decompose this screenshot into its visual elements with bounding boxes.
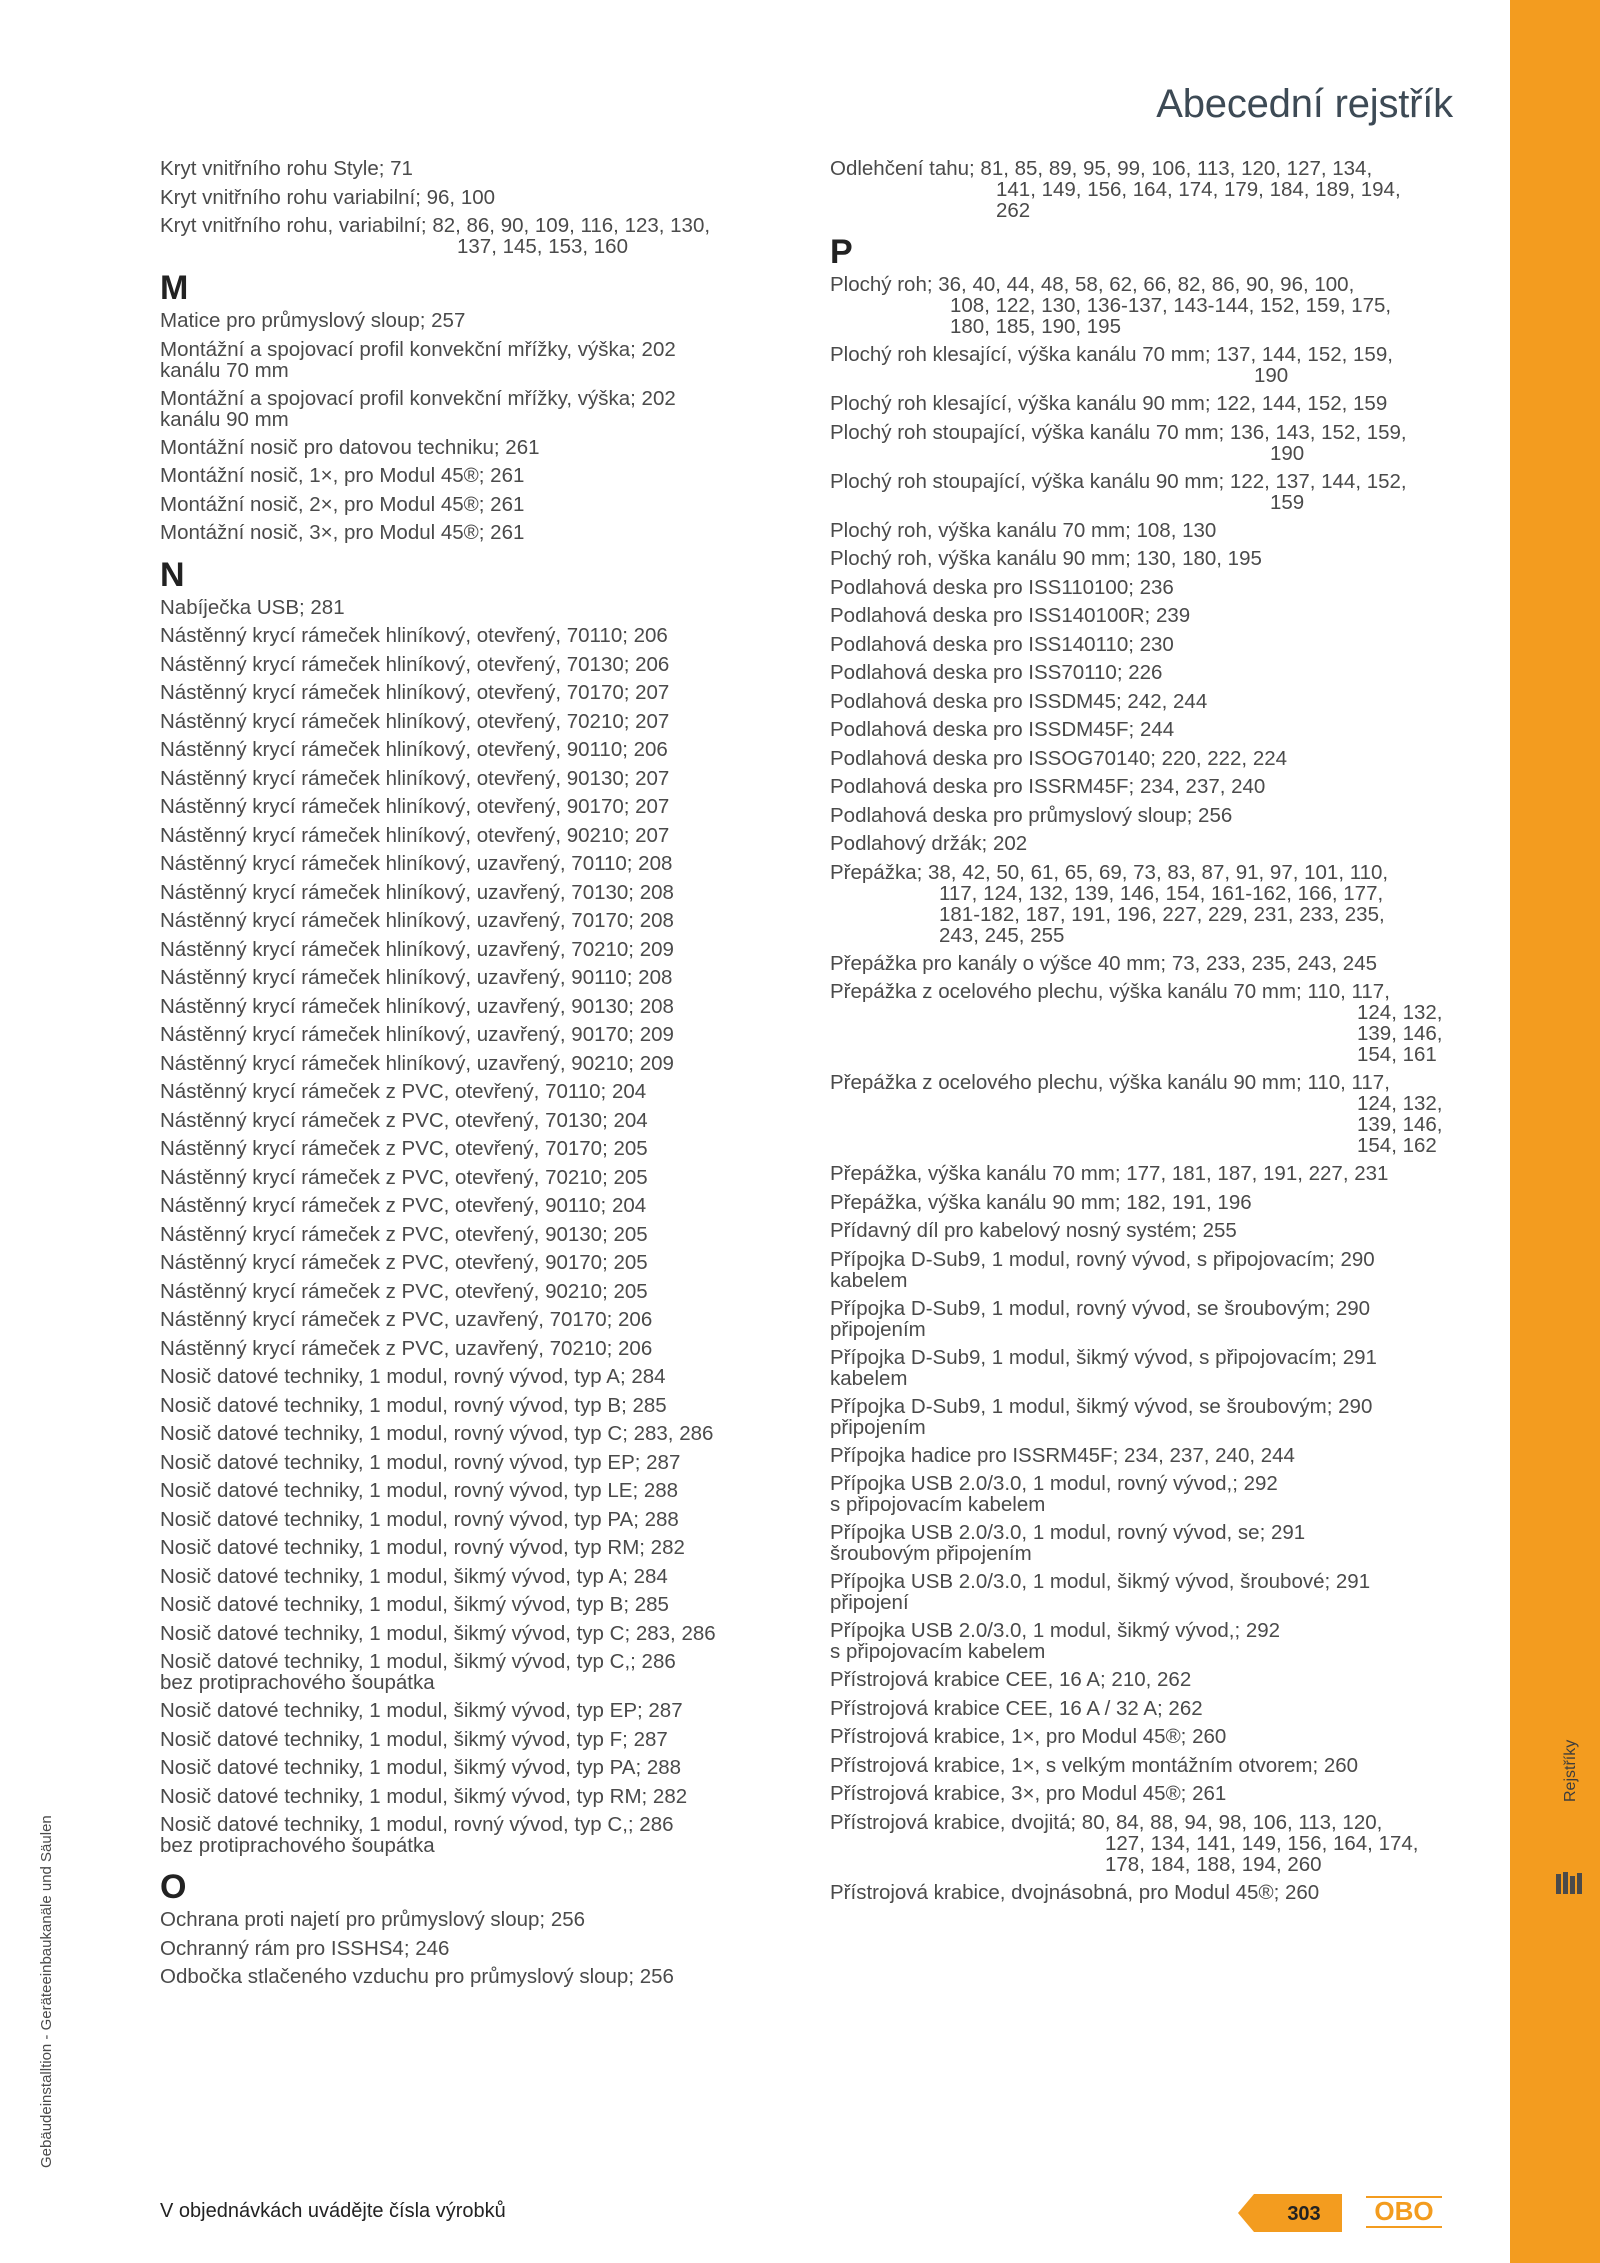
index-letter-heading: N bbox=[160, 555, 185, 594]
index-entry bbox=[830, 1879, 1480, 1908]
index-entry bbox=[830, 390, 1480, 419]
index-entry bbox=[830, 1160, 1480, 1189]
index-entry-text: Podlahová deska pro ISS70110; 226 bbox=[830, 661, 1163, 684]
index-entry-text: Nástěnný krycí rámeček z PVC, otevřený, 70170; 205 bbox=[160, 1137, 648, 1160]
index-entry-continuation: bez protiprachového šoupátka bbox=[160, 1834, 435, 1857]
index-entry-text: Nástěnný krycí rámeček hliníkový, uzavřený, 70170; 208 bbox=[160, 909, 674, 932]
index-entry-text: Přepážka z ocelového plechu, výška kanálu 70 mm; 110, 117, bbox=[830, 980, 1390, 1003]
index-entry-continuation: 141, 149, 156, 164, 174, 179, 184, 189, 194, bbox=[996, 178, 1401, 201]
index-entry bbox=[830, 1069, 1480, 1160]
index-entry-text: Nosič datové techniky, 1 modul, šikmý vývod, typ C,; 286 bbox=[160, 1650, 676, 1673]
logo-text: OBO bbox=[1374, 2196, 1434, 2226]
index-entry bbox=[830, 631, 1480, 660]
index-entry-text: Plochý roh stoupající, výška kanálu 90 mm; 122, 137, 144, 152, bbox=[830, 469, 1407, 493]
index-entry-text: Nosič datové techniky, 1 modul, rovný vývod, typ EP; 287 bbox=[160, 1450, 681, 1474]
orange-side-bar bbox=[1510, 0, 1600, 2263]
index-entry bbox=[160, 491, 800, 520]
index-entry bbox=[830, 1470, 1480, 1519]
index-entry-text: Nosič datové techniky, 1 modul, rovný vývod, typ C; 283, 286 bbox=[160, 1422, 714, 1445]
index-column-right bbox=[830, 155, 1480, 1907]
index-entry-text: Kryt vnitřního rohu variabilní; 96, 100 bbox=[160, 185, 496, 209]
index-entry-text: Přístrojová krabice, 1×, pro Modul 45®; 260 bbox=[830, 1725, 1227, 1748]
index-entry-continuation: kabelem bbox=[830, 1268, 908, 1292]
index-entry-text: Podlahová deska pro ISS140100R; 239 bbox=[830, 604, 1191, 627]
index-entry-text: Nosič datové techniky, 1 modul, šikmý vývod, typ F; 287 bbox=[160, 1727, 668, 1751]
index-entry-text: Přístrojová krabice, dvojnásobná, pro Modul 45®; 260 bbox=[830, 1880, 1320, 1904]
index-entry bbox=[160, 1021, 800, 1050]
index-entry-text: Odbočka stlačeného vzduchu pro průmyslový sloup; 256 bbox=[160, 1965, 674, 1988]
index-entry-continuation: 181-182, 187, 191, 196, 227, 229, 231, 233, 235, bbox=[939, 902, 1385, 926]
index-entry-text: Podlahová deska pro ISSDM45F; 244 bbox=[830, 718, 1175, 741]
index-entry bbox=[830, 1295, 1480, 1344]
index-entry-text: Nástěnný krycí rámeček hliníkový, otevřený, 90110; 206 bbox=[160, 738, 668, 761]
index-entry-text: Nosič datové techniky, 1 modul, šikmý vývod, typ C; 283, 286 bbox=[160, 1621, 716, 1645]
index-entry-text: Přípojka USB 2.0/3.0, 1 modul, šikmý vývod, šroubové; 291 bbox=[830, 1570, 1371, 1593]
index-entry-text: Nástěnný krycí rámeček z PVC, uzavřený, 70170; 206 bbox=[160, 1308, 653, 1331]
index-entry bbox=[830, 745, 1480, 774]
index-entry-text: Přístrojová krabice, dvojitá; 80, 84, 88, 94, 98, 106, 113, 120, bbox=[830, 1810, 1383, 1834]
index-entry-text: Nabíječka USB; 281 bbox=[160, 595, 345, 619]
index-entry-text: Podlahová deska pro ISSDM45; 242, 244 bbox=[830, 689, 1208, 713]
index-entry-continuation: 139, 146, bbox=[1357, 1113, 1443, 1136]
index-entry-text: Montážní nosič pro datovou techniku; 261 bbox=[160, 435, 540, 459]
index-entry bbox=[160, 1135, 800, 1164]
index-entry-text: Nástěnný krycí rámeček z PVC, otevřený, 70130; 204 bbox=[160, 1108, 648, 1132]
index-entry bbox=[160, 736, 800, 765]
index-entry bbox=[830, 1344, 1480, 1393]
index-entry-text: Plochý roh, výška kanálu 90 mm; 130, 180, 195 bbox=[830, 547, 1262, 570]
running-side-text-content: Gebäudeinstalltion - Geräteeinbaukanäle und Säulen bbox=[38, 1815, 55, 2168]
index-entry bbox=[160, 793, 800, 822]
index-entry bbox=[830, 978, 1480, 1069]
index-entry-text: Nosič datové techniky, 1 modul, rovný vývod, typ B; 285 bbox=[160, 1393, 667, 1417]
index-entry bbox=[160, 155, 800, 184]
index-entry bbox=[830, 802, 1480, 831]
index-entry bbox=[160, 622, 800, 651]
index-entry-continuation: 190 bbox=[1254, 364, 1289, 387]
index-entry-text: Nástěnný krycí rámeček z PVC, otevřený, 70210; 205 bbox=[160, 1165, 648, 1189]
index-entry-continuation: připojením bbox=[830, 1415, 926, 1439]
index-entry-continuation: 159 bbox=[1270, 490, 1305, 514]
index-entry bbox=[160, 1392, 800, 1421]
index-entry bbox=[830, 1809, 1480, 1879]
index-entry-continuation: 139, 146, bbox=[1357, 1022, 1443, 1045]
index-entry-text: Přístrojová krabice, 1×, s velkým montážním otvorem; 260 bbox=[830, 1753, 1359, 1777]
index-entry bbox=[160, 993, 800, 1022]
index-entry bbox=[830, 341, 1480, 390]
index-entry bbox=[160, 765, 800, 794]
index-entry bbox=[160, 1811, 800, 1860]
index-entry bbox=[830, 271, 1480, 341]
index-entry-text: Plochý roh; 36, 40, 44, 48, 58, 62, 66, 82, 86, 90, 96, 100, bbox=[830, 273, 1355, 296]
index-entry bbox=[830, 1666, 1480, 1695]
index-entry bbox=[160, 307, 800, 336]
index-entry-text: Nástěnný krycí rámeček hliníkový, uzavřený, 70130; 208 bbox=[160, 880, 674, 904]
index-entry bbox=[160, 1726, 800, 1755]
index-entry-text: Podlahová deska pro ISSOG70140; 220, 222, 224 bbox=[830, 746, 1288, 770]
index-entry-text: Nosič datové techniky, 1 modul, šikmý vývod, typ A; 284 bbox=[160, 1564, 668, 1588]
index-entry-text: Přepážka; 38, 42, 50, 61, 65, 69, 73, 83, 87, 91, 97, 101, 110, bbox=[830, 860, 1389, 884]
obo-logo bbox=[1364, 2193, 1444, 2231]
index-entry-text: Montážní nosič, 1×, pro Modul 45®; 261 bbox=[160, 464, 525, 487]
index-entry bbox=[160, 594, 800, 623]
index-entry bbox=[830, 830, 1480, 859]
index-entry bbox=[160, 1697, 800, 1726]
index-entry-continuation: 154, 162 bbox=[1357, 1134, 1437, 1157]
index-entry bbox=[160, 1906, 800, 1935]
index-entry bbox=[160, 212, 800, 261]
index-entry-text: Ochrana proti najetí pro průmyslový sloup; 256 bbox=[160, 1908, 586, 1931]
index-entry-text: Přepážka z ocelového plechu, výška kanálu 90 mm; 110, 117, bbox=[830, 1071, 1390, 1094]
index-entry bbox=[160, 936, 800, 965]
index-entry-continuation: bez protiprachového šoupátka bbox=[160, 1671, 435, 1694]
index-entry-text: Kryt vnitřního rohu, variabilní; 82, 86, 90, 109, 116, 123, 130, bbox=[160, 214, 711, 237]
index-entry-continuation: 243, 245, 255 bbox=[939, 923, 1065, 947]
index-entry bbox=[160, 1164, 800, 1193]
index-entry-text: Nástěnný krycí rámeček hliníkový, otevřený, 70130; 206 bbox=[160, 652, 670, 676]
index-entry-text: Nástěnný krycí rámeček hliníkový, otevřený, 70110; 206 bbox=[160, 624, 668, 647]
index-entry-text: Přídavný díl pro kabelový nosný systém; 255 bbox=[830, 1219, 1237, 1242]
index-entry-text: Ochranný rám pro ISSHS4; 246 bbox=[160, 1936, 450, 1960]
index-entry-text: Přípojka D-Sub9, 1 modul, rovný vývod, s připojovacím; 290 bbox=[830, 1247, 1375, 1271]
index-entry-continuation: 108, 122, 130, 136-137, 143-144, 152, 159, 175, bbox=[950, 294, 1392, 317]
index-entry bbox=[830, 1217, 1480, 1246]
index-entry bbox=[830, 1752, 1480, 1781]
index-entry-continuation: 262 bbox=[996, 199, 1031, 222]
footer-note: V objednávkách uvádějte čísla výrobků bbox=[160, 2200, 506, 2222]
index-entry-text: Přepážka, výška kanálu 70 mm; 177, 181, 187, 191, 227, 231 bbox=[830, 1162, 1389, 1185]
index-entry-text: Nástěnný krycí rámeček z PVC, otevřený, 70110; 204 bbox=[160, 1080, 647, 1103]
index-entry-text: Kryt vnitřního rohu Style; 71 bbox=[160, 157, 413, 180]
index-entry-continuation: 190 bbox=[1270, 441, 1305, 465]
index-entry bbox=[160, 822, 800, 851]
index-entry-text: Nosič datové techniky, 1 modul, rovný vývod, typ C,; 286 bbox=[160, 1813, 674, 1836]
index-entry bbox=[830, 688, 1480, 717]
index-entry-text: Přístrojová krabice, 3×, pro Modul 45®; 261 bbox=[830, 1782, 1227, 1805]
index-entry bbox=[160, 1783, 800, 1812]
page-number: 303 bbox=[1287, 2203, 1321, 2225]
index-entry bbox=[160, 184, 800, 213]
index-entry-text: Podlahová deska pro ISS140110; 230 bbox=[830, 632, 1174, 656]
index-entry bbox=[160, 1420, 800, 1449]
index-entry-text: Přístrojová krabice CEE, 16 A / 32 A; 262 bbox=[830, 1696, 1203, 1720]
index-entry bbox=[160, 1363, 800, 1392]
index-entry bbox=[160, 651, 800, 680]
index-entry-continuation: kanálu 70 mm bbox=[160, 358, 289, 382]
index-entry bbox=[160, 1335, 800, 1364]
index-entry-text: Odlehčení tahu; 81, 85, 89, 95, 99, 106, 113, 120, 127, 134, bbox=[830, 157, 1373, 180]
index-entry-text: Nástěnný krycí rámeček hliníkový, otevřený, 90170; 207 bbox=[160, 795, 670, 818]
index-entry bbox=[160, 679, 800, 708]
index-entry-text: Plochý roh klesající, výška kanálu 70 mm; 137, 144, 152, 159, bbox=[830, 343, 1393, 366]
index-entry-continuation: 154, 161 bbox=[1357, 1043, 1437, 1066]
index-entry bbox=[830, 1568, 1480, 1617]
index-entry-continuation: 124, 132, bbox=[1357, 1001, 1443, 1024]
index-entry bbox=[160, 1534, 800, 1563]
index-entry-text: Matice pro průmyslový sloup; 257 bbox=[160, 309, 466, 332]
index-entry bbox=[160, 385, 800, 434]
index-entry-continuation: připojení bbox=[830, 1591, 909, 1614]
index-entry-text: Podlahový držák; 202 bbox=[830, 832, 1028, 855]
index-entry bbox=[160, 964, 800, 993]
index-entry-text: Přípojka D-Sub9, 1 modul, šikmý vývod, se šroubovým; 290 bbox=[830, 1394, 1373, 1418]
index-entry bbox=[160, 1563, 800, 1592]
index-entry bbox=[830, 574, 1480, 603]
catalog-icon bbox=[1556, 1872, 1582, 1894]
index-entry-continuation: 178, 184, 188, 194, 260 bbox=[1105, 1852, 1322, 1876]
index-entry-text: Nástěnný krycí rámeček z PVC, otevřený, 90210; 205 bbox=[160, 1279, 648, 1303]
index-entry-text: Nástěnný krycí rámeček hliníkový, uzavřený, 70210; 209 bbox=[160, 937, 674, 961]
index-entry bbox=[160, 1306, 800, 1335]
index-entry bbox=[830, 1723, 1480, 1752]
index-entry bbox=[830, 1519, 1480, 1568]
index-entry-text: Nosič datové techniky, 1 modul, rovný vývod, typ PA; 288 bbox=[160, 1507, 679, 1531]
index-entry bbox=[160, 1963, 800, 1992]
index-entry-text: Přípojka D-Sub9, 1 modul, rovný vývod, se šroubovým; 290 bbox=[830, 1296, 1371, 1320]
index-entry bbox=[830, 1246, 1480, 1295]
index-entry-text: Přístrojová krabice CEE, 16 A; 210, 262 bbox=[830, 1668, 1192, 1691]
index-entry bbox=[830, 419, 1480, 468]
index-entry bbox=[160, 1648, 800, 1697]
index-entry bbox=[830, 468, 1480, 517]
index-entry-text: Nosič datové techniky, 1 modul, šikmý vývod, typ PA; 288 bbox=[160, 1756, 682, 1779]
index-entry-continuation: kabelem bbox=[830, 1366, 908, 1390]
section-tab-text: Rejstříky bbox=[1562, 1739, 1579, 1802]
index-entry-text: Plochý roh klesající, výška kanálu 90 mm; 122, 144, 152, 159 bbox=[830, 392, 1388, 415]
index-entry bbox=[160, 907, 800, 936]
index-entry-text: Nástěnný krycí rámeček z PVC, otevřený, 90110; 204 bbox=[160, 1194, 647, 1217]
index-entry-continuation: 137, 145, 153, 160 bbox=[457, 235, 628, 258]
index-entry-text: Nosič datové techniky, 1 modul, rovný vývod, typ RM; 282 bbox=[160, 1536, 685, 1559]
index-entry bbox=[160, 850, 800, 879]
index-entry bbox=[830, 773, 1480, 802]
index-entry-text: Nosič datové techniky, 1 modul, rovný vývod, typ A; 284 bbox=[160, 1365, 666, 1388]
index-entry-text: Nástěnný krycí rámeček hliníkový, uzavřený, 90110; 208 bbox=[160, 966, 673, 989]
index-entry bbox=[160, 1506, 800, 1535]
index-entry bbox=[160, 1078, 800, 1107]
index-entry-text: Nástěnný krycí rámeček hliníkový, otevřený, 70170; 207 bbox=[160, 681, 670, 704]
index-entry-text: Nosič datové techniky, 1 modul, šikmý vývod, typ RM; 282 bbox=[160, 1784, 688, 1808]
index-entry bbox=[160, 1477, 800, 1506]
index-entry-text: Nosič datové techniky, 1 modul, šikmý vývod, typ EP; 287 bbox=[160, 1699, 683, 1722]
index-entry bbox=[830, 1617, 1480, 1666]
index-entry-text: Nosič datové techniky, 1 modul, rovný vývod, typ LE; 288 bbox=[160, 1479, 679, 1502]
index-entry-continuation: připojením bbox=[830, 1317, 926, 1341]
index-entry-text: Nosič datové techniky, 1 modul, šikmý vývod, typ B; 285 bbox=[160, 1593, 669, 1616]
index-entry-continuation: šroubovým připojením bbox=[830, 1542, 1032, 1565]
index-entry bbox=[160, 462, 800, 491]
index-letter-heading: O bbox=[160, 1868, 187, 1906]
index-entry-text: Přípojka USB 2.0/3.0, 1 modul, rovný vývod,; 292 bbox=[830, 1472, 1278, 1495]
index-entry-text: Montážní a spojovací profil konvekční mřížky, výška; 202 bbox=[160, 337, 676, 361]
index-entry bbox=[830, 716, 1480, 745]
index-entry-text: Přípojka USB 2.0/3.0, 1 modul, šikmý vývod,; 292 bbox=[830, 1619, 1281, 1642]
index-entry bbox=[830, 950, 1480, 979]
index-entry-text: Nástěnný krycí rámeček hliníkový, uzavřený, 70110; 208 bbox=[160, 852, 673, 875]
index-entry bbox=[830, 517, 1480, 546]
index-entry bbox=[160, 336, 800, 385]
index-entry-text: Nástěnný krycí rámeček hliníkový, uzavřený, 90210; 209 bbox=[160, 1051, 674, 1075]
index-entry bbox=[160, 1192, 800, 1221]
index-entry bbox=[830, 1780, 1480, 1809]
index-entry bbox=[830, 1189, 1480, 1218]
index-letter-heading: M bbox=[160, 269, 189, 307]
index-column-left bbox=[160, 155, 800, 1992]
index-entry bbox=[830, 859, 1480, 950]
index-entry bbox=[830, 155, 1480, 225]
index-entry bbox=[830, 1442, 1480, 1471]
index-entry-text: Nástěnný krycí rámeček z PVC, uzavřený, 70210; 206 bbox=[160, 1336, 653, 1360]
index-entry bbox=[830, 1695, 1480, 1724]
index-entry bbox=[830, 1393, 1480, 1442]
index-entry-text: Montážní a spojovací profil konvekční mřížky, výška; 202 bbox=[160, 386, 676, 410]
index-entry-text: Montážní nosič, 3×, pro Modul 45®; 261 bbox=[160, 521, 525, 544]
index-entry-text: Přípojka D-Sub9, 1 modul, šikmý vývod, s připojovacím; 291 bbox=[830, 1345, 1377, 1369]
index-entry bbox=[160, 1249, 800, 1278]
index-entry bbox=[160, 1754, 800, 1783]
index-entry-text: Nástěnný krycí rámeček hliníkový, uzavřený, 90130; 208 bbox=[160, 994, 674, 1018]
index-entry bbox=[160, 1935, 800, 1964]
index-entry bbox=[160, 1591, 800, 1620]
index-entry bbox=[160, 434, 800, 463]
index-entry-text: Podlahová deska pro ISSRM45F; 234, 237, 240 bbox=[830, 775, 1266, 798]
index-letter-heading: P bbox=[830, 233, 853, 271]
index-entry-text: Přípojka USB 2.0/3.0, 1 modul, rovný vývod, se; 291 bbox=[830, 1521, 1306, 1544]
index-entry bbox=[160, 1107, 800, 1136]
index-entry-text: Nástěnný krycí rámeček hliníkový, otevřený, 90130; 207 bbox=[160, 766, 670, 790]
index-entry-text: Nástěnný krycí rámeček hliníkový, otevřený, 90210; 207 bbox=[160, 823, 670, 847]
index-entry-continuation: s připojovacím kabelem bbox=[830, 1640, 1046, 1663]
index-entry-text: Plochý roh, výška kanálu 70 mm; 108, 130 bbox=[830, 518, 1217, 542]
index-entry bbox=[160, 1449, 800, 1478]
index-entry-continuation: kanálu 90 mm bbox=[160, 407, 289, 431]
index-entry-continuation: s připojovacím kabelem bbox=[830, 1493, 1046, 1516]
index-entry bbox=[160, 1620, 800, 1649]
index-entry-continuation: 117, 124, 132, 139, 146, 154, 161-162, 166, 177, bbox=[939, 881, 1384, 905]
index-entry-text: Plochý roh stoupající, výška kanálu 70 mm; 136, 143, 152, 159, bbox=[830, 420, 1407, 444]
index-entry bbox=[160, 1278, 800, 1307]
index-entry bbox=[160, 708, 800, 737]
index-entry-continuation: 124, 132, bbox=[1357, 1092, 1443, 1115]
index-entry-text: Nástěnný krycí rámeček z PVC, otevřený, 90130; 205 bbox=[160, 1222, 648, 1246]
index-entry-text: Montážní nosič, 2×, pro Modul 45®; 261 bbox=[160, 492, 525, 516]
index-entry-text: Přepážka, výška kanálu 90 mm; 182, 191, 196 bbox=[830, 1190, 1252, 1214]
index-entry bbox=[160, 1221, 800, 1250]
index-entry-text: Podlahová deska pro ISS110100; 236 bbox=[830, 575, 1174, 599]
index-entry bbox=[830, 659, 1480, 688]
index-entry-text: Přepážka pro kanály o výšce 40 mm; 73, 233, 235, 243, 245 bbox=[830, 951, 1377, 975]
index-entry bbox=[160, 879, 800, 908]
index-entry-continuation: 180, 185, 190, 195 bbox=[950, 315, 1121, 338]
index-entry-text: Přípojka hadice pro ISSRM45F; 234, 237, 240, 244 bbox=[830, 1443, 1295, 1467]
index-entry bbox=[160, 1050, 800, 1079]
index-entry-text: Nástěnný krycí rámeček hliníkový, otevřený, 70210; 207 bbox=[160, 709, 670, 733]
index-entry bbox=[830, 545, 1480, 574]
index-entry bbox=[830, 602, 1480, 631]
page-title: Abecední rejstřík bbox=[1156, 82, 1453, 126]
index-entry-text: Nástěnný krycí rámeček z PVC, otevřený, 90170; 205 bbox=[160, 1251, 648, 1274]
index-entry bbox=[160, 519, 800, 548]
index-entry-text: Podlahová deska pro průmyslový sloup; 256 bbox=[830, 803, 1233, 827]
index-entry-continuation: 127, 134, 141, 149, 156, 164, 174, bbox=[1105, 1831, 1419, 1855]
index-entry-text: Nástěnný krycí rámeček hliníkový, uzavřený, 90170; 209 bbox=[160, 1023, 674, 1046]
